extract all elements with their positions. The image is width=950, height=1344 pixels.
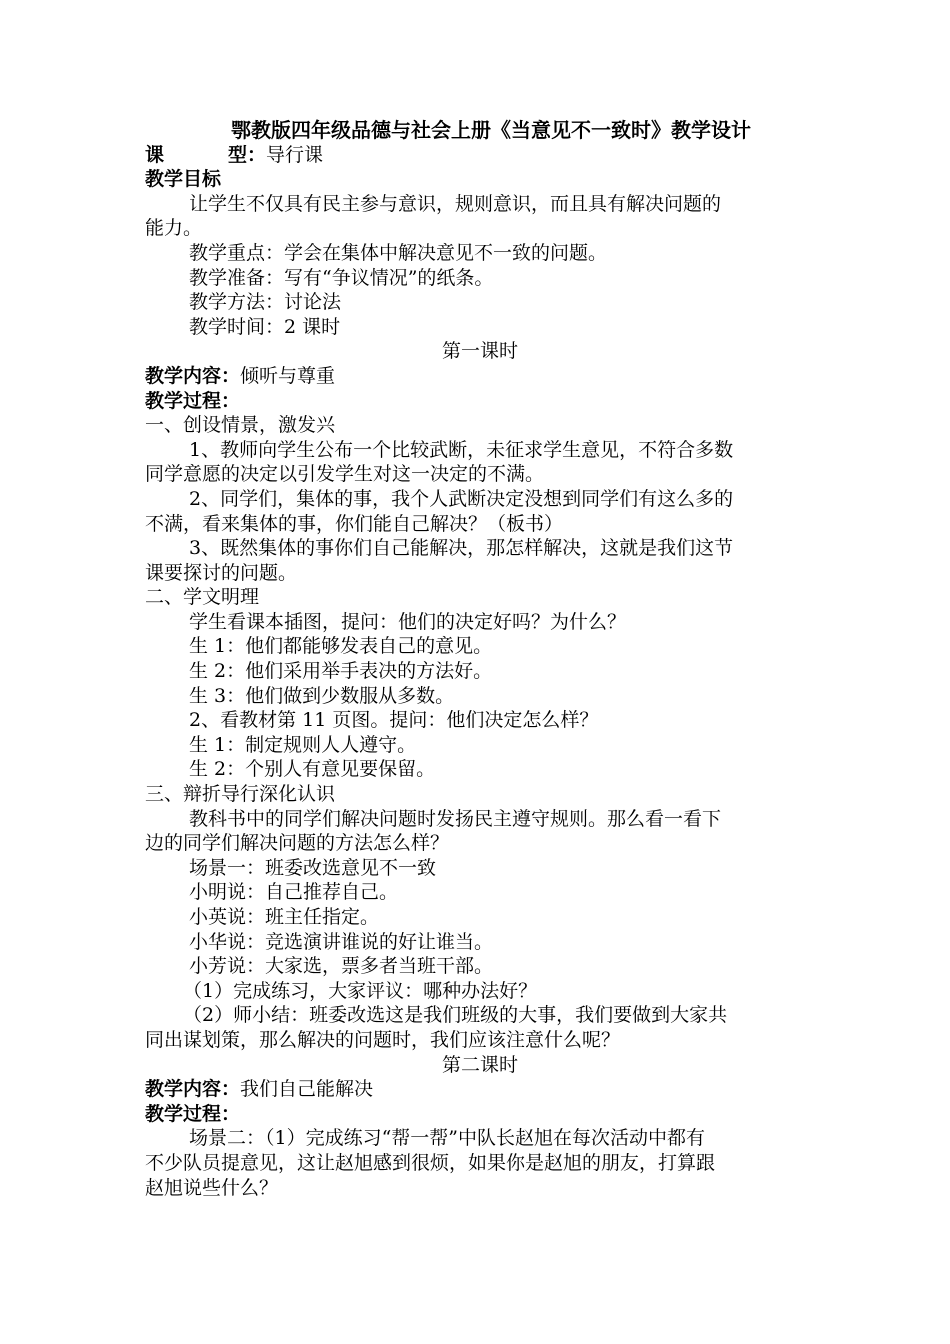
course-type-line [145,143,815,168]
paragraph-line: 小芳说：大家选，票多者当班干部。 [189,955,494,978]
teaching-method: 教学方法：讨论法 [189,291,342,314]
lesson-1-process-label: 教学过程： [145,389,241,412]
document-page [145,118,815,1200]
paragraph-line: 场景二：（1）完成练习“帮一帮”中队长赵旭在每次活动中都有 [189,1127,706,1150]
paragraph-line: 学生看课本插图，提问：他们的决定好吗？为什么？ [189,610,627,633]
objectives-heading: 教学目标 [145,168,222,191]
course-type-label-b: 型： [228,143,267,166]
paragraph-line: 同出谋划策，那么解决的问题时，我们应该注意什么呢？ [145,1028,621,1051]
paragraph-line: 小明说：自己推荐自己。 [189,881,399,904]
paragraph-line: 生 2：他们采用举手表决的方法好。 [189,660,493,683]
teaching-time: 教学时间：2 课时 [189,315,341,338]
lesson-2-process-label: 教学过程： [145,1102,241,1125]
teaching-focus: 教学重点：学会在集体中解决意见不一致的问题。 [189,241,608,264]
paragraph-line: 2、同学们，集体的事，我个人武断决定没想到同学们有这么多的 [189,487,734,510]
paragraph-line: 场景一：班委改选意见不一致 [189,856,437,879]
lesson-1-content [145,364,815,389]
lesson-2-content [145,1077,815,1102]
course-type-label-a: 课 [145,143,165,166]
paragraph-line: 生 1：他们都能够发表自己的意见。 [189,635,493,658]
paragraph-line: 能力。 [145,217,203,240]
paragraph-line: 边的同学们解决问题的方法怎么样？ [145,832,450,855]
course-type-value: 导行课 [266,143,324,166]
paragraph-line: 小英说：班主任指定。 [189,906,380,928]
teaching-prep: 教学准备：写有“争议情况”的纸条。 [189,266,494,289]
document-title: 鄂教版四年级品德与社会上册《当意见不一致时》教学设计 [231,118,751,142]
paragraph-line: （1）完成练习，大家评议：哪种办法好？ [183,979,538,1002]
section-2-title: 二、学文明理 [145,586,260,609]
lesson-1-heading: 第一课时 [441,340,518,363]
paragraph-line: 赵旭说些什么？ [145,1176,279,1199]
paragraph-line: 生 2：个别人有意见要保留。 [189,758,436,781]
paragraph-line: 课要探讨的问题。 [145,561,298,584]
paragraph-line: 不少队员提意见，这让赵旭感到很烦，如果你是赵旭的朋友，打算跟 [145,1151,716,1174]
paragraph-line: 同学意愿的决定以引发学生对这一决定的不满。 [145,463,545,486]
lesson-2-heading: 第二课时 [441,1053,518,1076]
section-3-title: 三、辩折导行深化认识 [145,783,336,806]
content-label: 教学内容： [145,364,241,387]
paragraph-line: 生 3：他们做到少数服从多数。 [189,684,455,707]
paragraph-line: 让学生不仅具有民主参与意识，规则意识，而且具有解决问题的 [189,192,722,215]
content-label: 教学内容： [145,1078,241,1101]
paragraph-line: 生 1：制定规则人人遵守。 [189,733,417,756]
paragraph-line: 3、既然集体的事你们自己能解决，那怎样解决，这就是我们这节 [189,537,734,560]
paragraph-line: 2、看教材第 11 页图。提问：他们决定怎么样？ [189,709,599,732]
paragraph-line: 不满，看来集体的事，你们能自己解决？（板书） [145,512,564,535]
paragraph-line: （2）师小结：班委改选这是我们班级的大事，我们要做到大家共 [183,1004,728,1027]
content-value: 我们自己能解决 [240,1078,374,1101]
section-1-title: 一、创设情景，激发兴 [145,414,336,437]
paragraph-line: 教科书中的同学们解决问题时发扬民主遵守规则。那么看一看下 [189,807,722,830]
content-value: 倾听与尊重 [240,364,336,387]
paragraph-line: 小华说：竞选演讲谁说的好让谁当。 [189,930,494,953]
paragraph-line: 1、教师向学生公布一个比较武断，未征求学生意见，不符合多数 [189,438,734,461]
